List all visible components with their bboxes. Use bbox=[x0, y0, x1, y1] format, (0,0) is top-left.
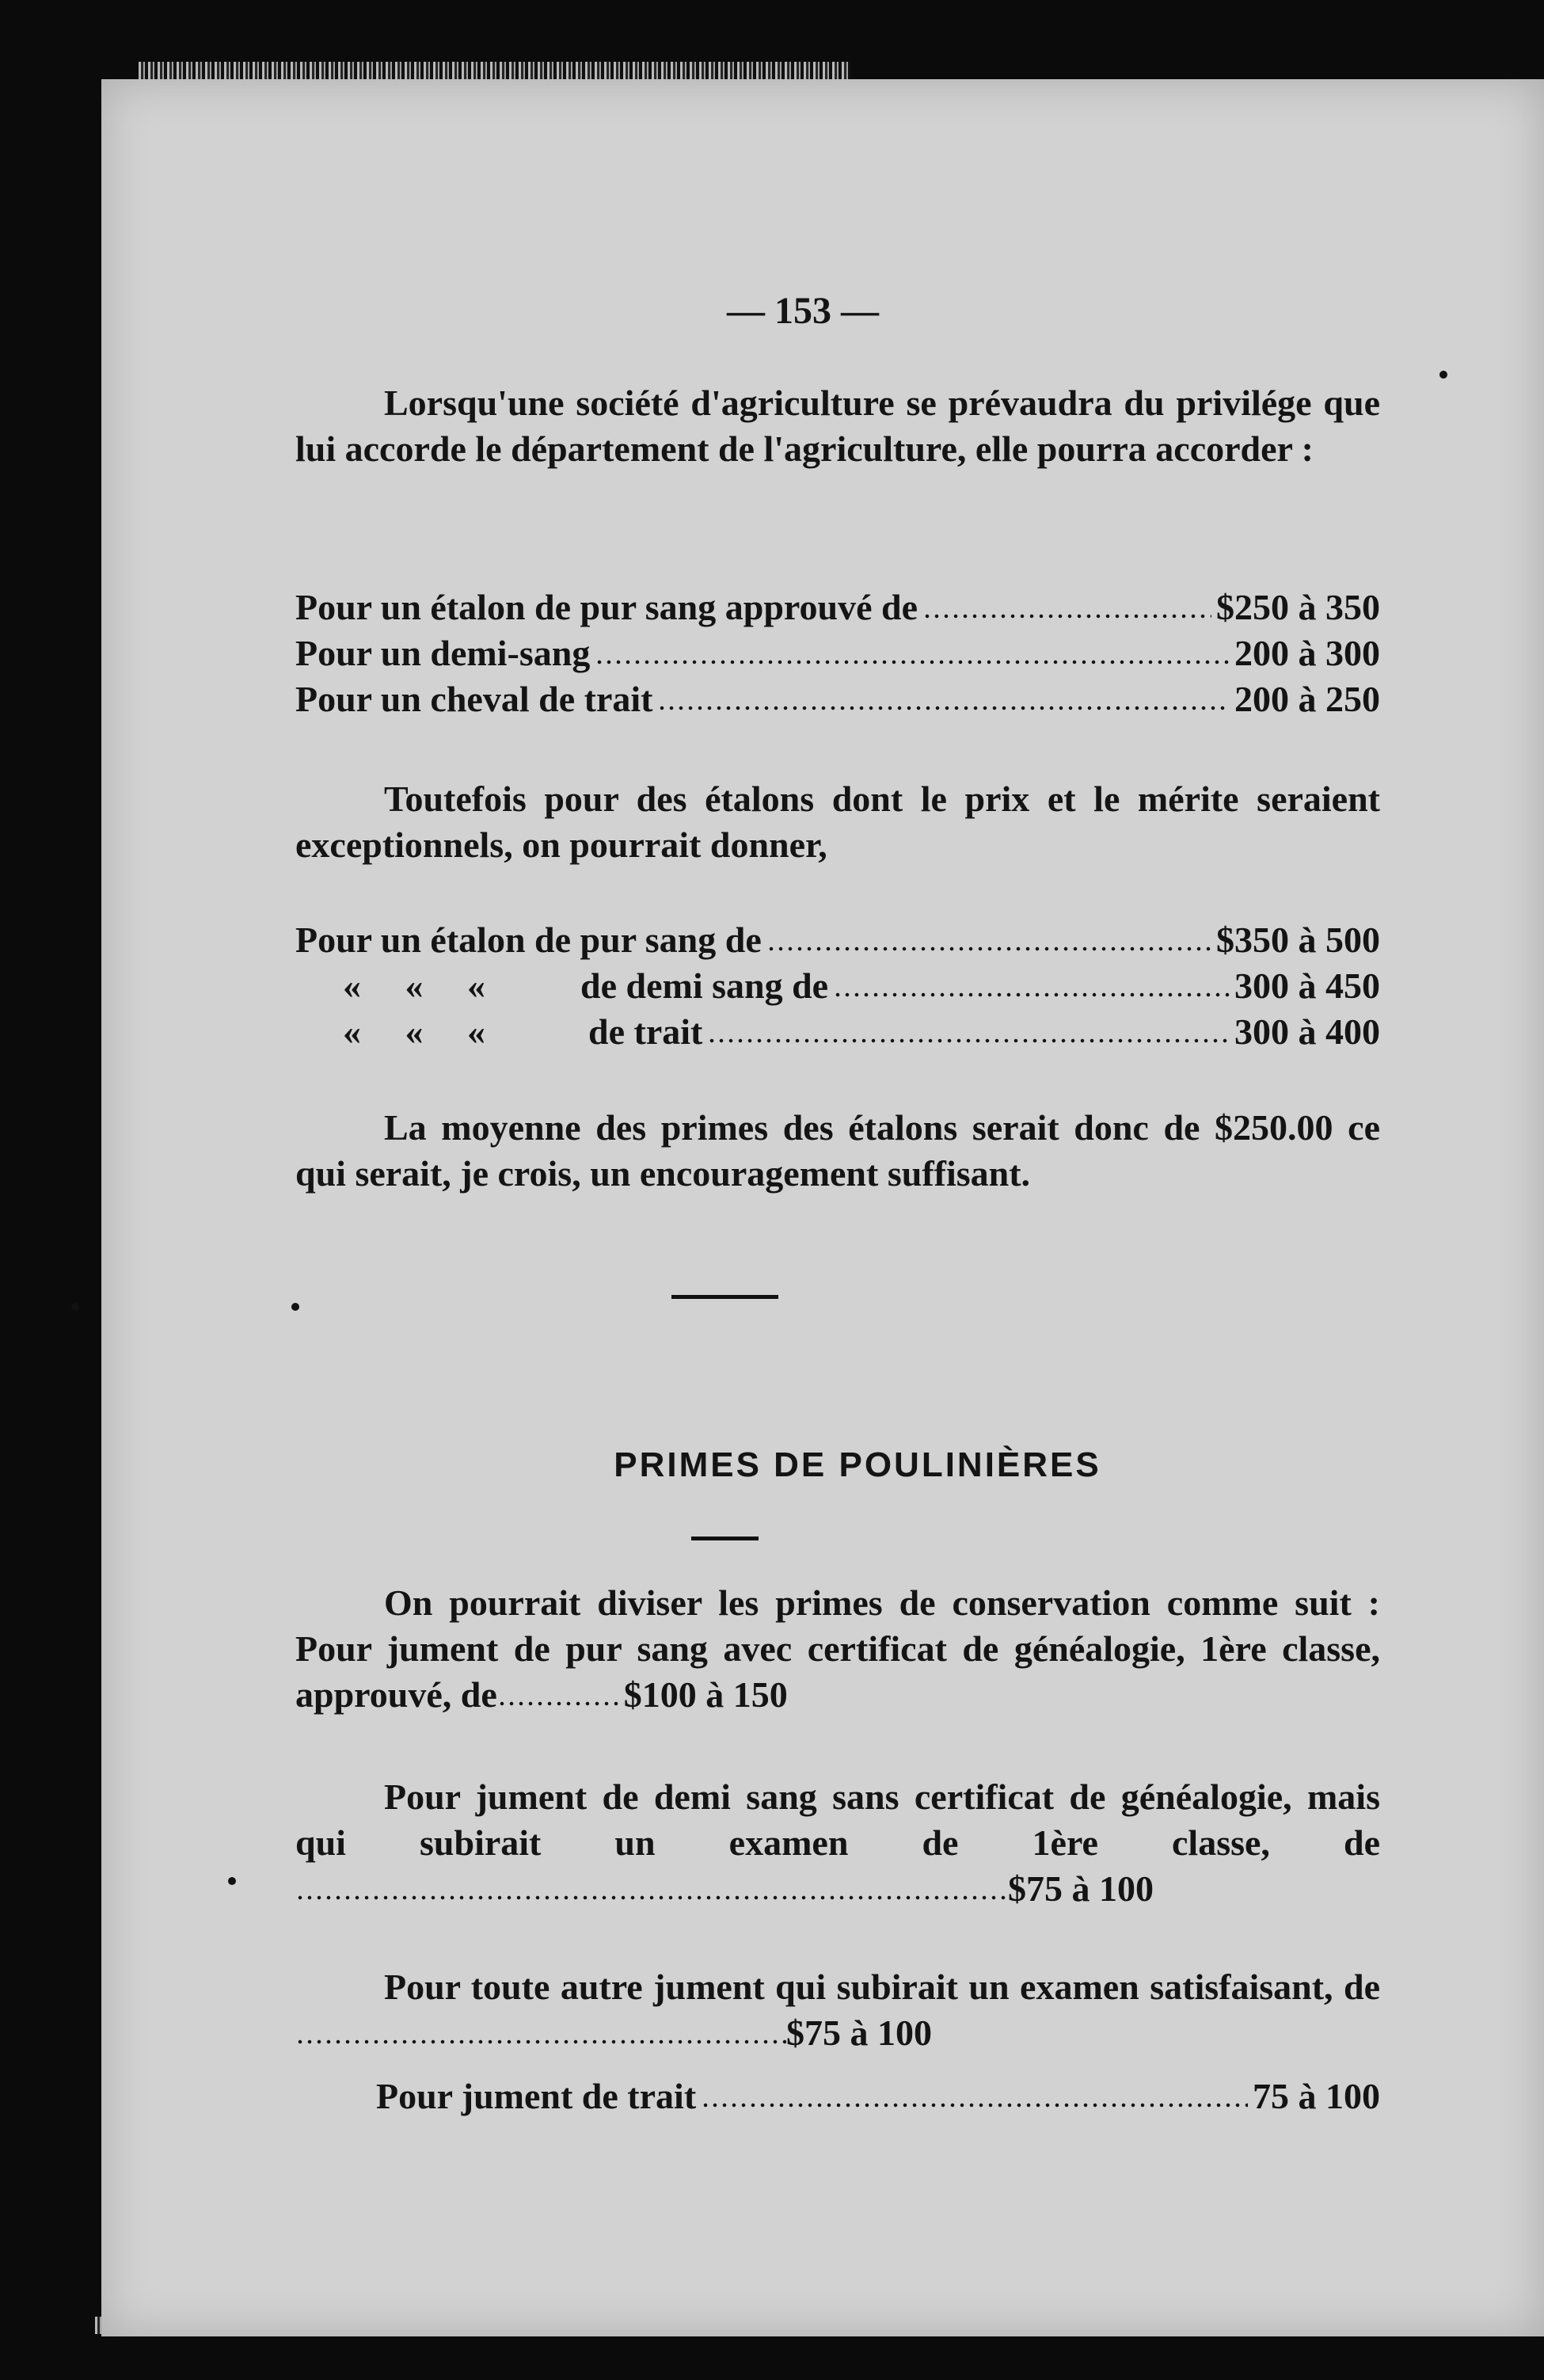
premium-value: 200 à 300 bbox=[1234, 633, 1380, 673]
mares-intro-paragraph bbox=[295, 1580, 1380, 1718]
mares-half-blood-block bbox=[295, 1774, 1380, 1912]
premium-label: de trait bbox=[588, 1011, 703, 1052]
premium-value: $350 à 500 bbox=[1216, 920, 1380, 960]
dot-leader bbox=[497, 1700, 624, 1707]
speck bbox=[228, 1877, 236, 1885]
mares-half-blood-paragraph bbox=[295, 1774, 1380, 1912]
premium-value: 200 à 250 bbox=[1234, 679, 1380, 719]
speck bbox=[1439, 371, 1447, 379]
section-rule-bottom bbox=[691, 1537, 759, 1540]
document-page bbox=[101, 79, 1544, 2336]
dot-leader bbox=[707, 1038, 1230, 1044]
mares-half-blood-text: Pour jument de demi sang sans certificat de généalogie, mais qui subirait un examen de 1ère classe, de bbox=[295, 1776, 1380, 1863]
premium-label: Pour un étalon de pur sang de bbox=[295, 920, 762, 960]
ditto-marks: « « « bbox=[343, 1011, 503, 1052]
mares-draft-row-block bbox=[295, 2075, 1380, 2121]
page-number: — 153 — bbox=[727, 290, 879, 332]
premium-row bbox=[295, 1011, 1380, 1057]
scan-edge-top bbox=[139, 62, 851, 79]
mares-other-block bbox=[295, 1964, 1380, 2056]
dot-leader bbox=[922, 613, 1211, 619]
premium-value: 300 à 450 bbox=[1234, 965, 1380, 1006]
premium-row bbox=[295, 678, 1380, 724]
section-heading: PRIMES DE POULINIÈRES bbox=[614, 1445, 1101, 1484]
intro-block bbox=[295, 380, 1380, 472]
mares-intro-value: $100 à 150 bbox=[623, 1674, 788, 1715]
intro-paragraph: Lorsqu'une société d'agriculture se prévaudra du privilége que lui accorde le département de l'agriculture, elle pourra accorder : bbox=[295, 383, 1380, 469]
mares-other-value: $75 à 100 bbox=[786, 2013, 932, 2053]
speck bbox=[291, 1303, 299, 1311]
ditto-marks: « « « bbox=[343, 965, 503, 1006]
premium-label: Pour jument de trait bbox=[376, 2076, 697, 2116]
dot-leader bbox=[833, 992, 1230, 998]
premium-row bbox=[295, 919, 1380, 965]
premium-label: de demi sang de bbox=[580, 965, 829, 1006]
average-paragraph: La moyenne des primes des étalons serait donc de $250.00 ce qui serait, je crois, un encouragement suffisant. bbox=[295, 1107, 1380, 1194]
premium-label: Pour un étalon de pur sang approuvé de bbox=[295, 587, 918, 627]
mares-other-text: Pour toute autre jument qui subirait un examen satisfaisant, de bbox=[384, 1967, 1380, 2007]
dot-leader bbox=[657, 705, 1230, 711]
dot-leader bbox=[766, 946, 1211, 952]
exceptional-block bbox=[295, 776, 1380, 868]
premium-value: $250 à 350 bbox=[1216, 587, 1380, 627]
premium-label: Pour un demi-sang bbox=[295, 633, 591, 673]
section-rule-top bbox=[671, 1295, 778, 1299]
premium-row bbox=[295, 965, 1380, 1011]
premium-row bbox=[295, 632, 1380, 678]
mares-other-paragraph bbox=[295, 1964, 1380, 2056]
premium-value: 75 à 100 bbox=[1253, 2076, 1380, 2116]
mares-intro-text: On pourrait diviser les primes de conservation comme suit : Pour jument de pur sang avec certificat de généalogie, 1ère classe, approuvé, de bbox=[295, 1582, 1380, 1715]
premium-label: Pour un cheval de trait bbox=[295, 679, 653, 719]
premium-value: 300 à 400 bbox=[1234, 1011, 1380, 1052]
dot-leader bbox=[295, 1894, 1008, 1901]
premium-row bbox=[295, 586, 1380, 632]
premium-row bbox=[295, 2075, 1380, 2121]
mares-half-blood-value: $75 à 100 bbox=[1008, 1868, 1154, 1909]
mares-intro-block bbox=[295, 1580, 1380, 1718]
speck bbox=[71, 1303, 79, 1311]
exceptional-paragraph: Toutefois pour des étalons dont le prix et le mérite seraient exceptionnels, on pourrait donner, bbox=[295, 779, 1380, 865]
exceptional-premiums-table bbox=[295, 919, 1380, 1057]
dot-leader bbox=[701, 2102, 1248, 2108]
ordinary-premiums-table bbox=[295, 586, 1380, 724]
dot-leader bbox=[295, 2039, 786, 2045]
dot-leader bbox=[595, 659, 1230, 665]
average-block bbox=[295, 1105, 1380, 1197]
